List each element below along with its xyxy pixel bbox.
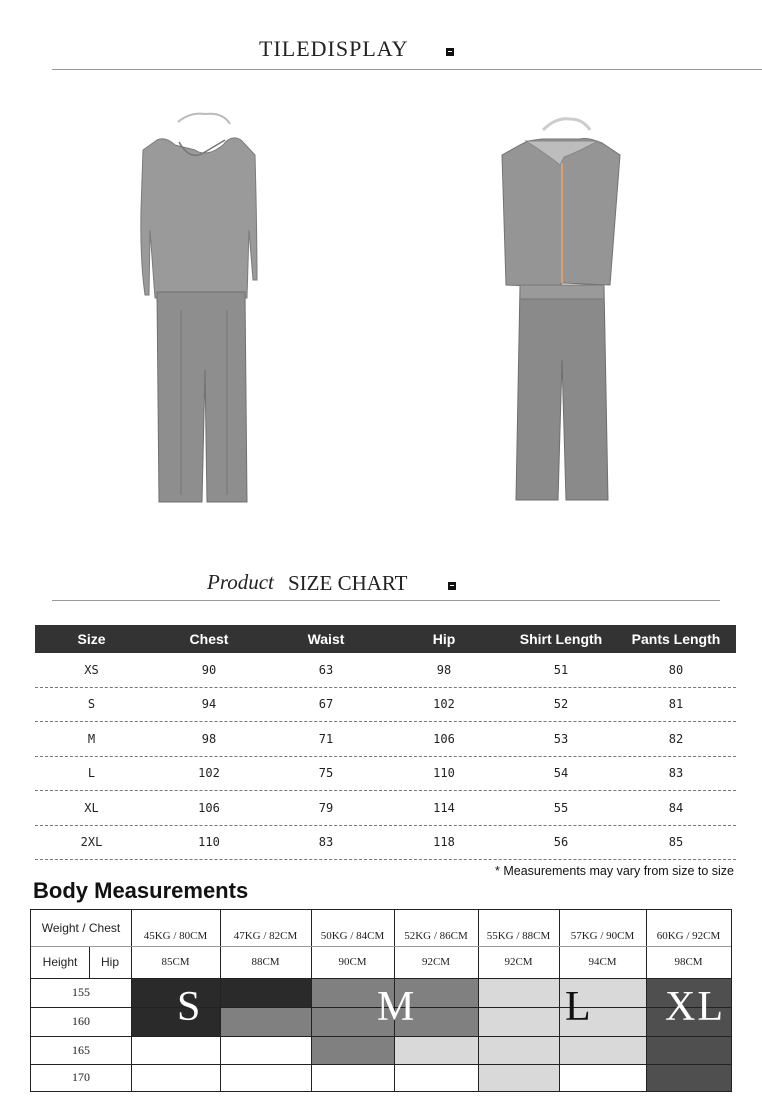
grid-line	[31, 1064, 731, 1065]
divider	[52, 600, 720, 601]
table-row	[35, 653, 736, 688]
square-bullet-icon	[448, 582, 456, 590]
table-cell: 85	[668, 835, 684, 850]
table-row	[35, 791, 736, 826]
table-cell: L	[87, 766, 96, 781]
hip-value: 94CM	[588, 956, 617, 968]
weight-chest-value: 60KG / 92CM	[656, 930, 721, 942]
column-header: Size	[77, 631, 106, 647]
size-label: S	[177, 984, 203, 1030]
hip-value: 92CM	[504, 956, 533, 968]
weight-chest-value: 47KG / 82CM	[233, 930, 298, 942]
table-cell: 52	[553, 697, 569, 712]
size-fill-cell	[478, 1007, 559, 1036]
divider	[52, 69, 762, 70]
table-cell: 106	[198, 800, 220, 815]
table-cell: M	[87, 731, 96, 746]
table-cell: XL	[84, 800, 99, 815]
table-cell: 51	[553, 662, 569, 677]
size-fill-cell	[646, 1064, 731, 1091]
hip-value: 88CM	[251, 956, 280, 968]
weight-chest-label: Weight / Chest	[41, 921, 121, 935]
size-fill-cell	[478, 1036, 559, 1064]
weight-chest-value: 52KG / 86CM	[404, 930, 468, 942]
table-cell: 2XL	[80, 835, 103, 850]
size-label: L	[565, 984, 593, 1030]
table-cell: 83	[318, 835, 334, 850]
size-fill-cell	[559, 1036, 646, 1064]
weight-chest-value: 57KG / 90CM	[570, 930, 635, 942]
size-chart-table	[35, 625, 736, 860]
table-row	[35, 688, 736, 723]
weight-chest-value: 45KG / 80CM	[143, 930, 208, 942]
table-cell: 110	[198, 835, 220, 850]
table-cell: S	[87, 697, 96, 712]
table-cell: 63	[318, 662, 334, 677]
size-label: M	[377, 984, 417, 1030]
size-chart-title: SIZE CHART	[288, 571, 408, 595]
table-cell: 118	[433, 835, 455, 850]
table-cell: 75	[318, 766, 334, 781]
height-value: 155	[72, 985, 90, 999]
size-fill-cell	[478, 1064, 559, 1091]
size-fill-cell	[646, 1036, 731, 1064]
hip-value: 92CM	[421, 956, 451, 968]
garment-back-image	[498, 115, 628, 505]
table-cell: 80	[668, 662, 684, 677]
table-row	[35, 722, 736, 757]
height-label: Height	[42, 955, 78, 969]
size-fill-cell	[131, 978, 220, 1007]
hip-label: Hip	[100, 955, 119, 969]
table-header	[35, 625, 736, 653]
size-fill-cell	[131, 1007, 220, 1036]
brand-header	[0, 30, 762, 80]
size-fill-cell	[220, 978, 311, 1007]
table-cell: 102	[198, 766, 220, 781]
grid-line	[89, 946, 90, 978]
size-fill-cell	[394, 1036, 478, 1064]
table-cell: 55	[553, 800, 569, 815]
table-cell: 90	[201, 662, 217, 677]
height-value: 160	[72, 1014, 90, 1028]
size-fill-cell	[311, 1036, 394, 1064]
brand-title: TILEDISPLAY	[259, 36, 409, 61]
grid-line	[31, 1036, 731, 1037]
size-fill-cell	[478, 978, 559, 1007]
table-cell: 110	[433, 766, 455, 781]
table-body	[35, 653, 736, 860]
hip-value: 98CM	[674, 956, 703, 968]
column-header: Pants Length	[631, 631, 721, 647]
grid-line	[31, 946, 731, 947]
garment-front-image	[135, 110, 265, 510]
table-cell: 102	[433, 697, 455, 712]
table-cell: 81	[668, 697, 684, 712]
square-bullet-icon	[446, 48, 454, 56]
table-cell: 67	[318, 697, 334, 712]
height-value: 170	[72, 1070, 90, 1084]
table-cell: 71	[318, 731, 334, 746]
table-cell: 114	[433, 800, 455, 815]
table-cell: 82	[668, 731, 684, 746]
column-header: Chest	[189, 631, 229, 647]
table-cell: 54	[553, 766, 569, 781]
table-cell: XS	[84, 662, 99, 677]
table-cell: 98	[436, 662, 452, 677]
table-cell: 56	[553, 835, 569, 850]
size-label: XL	[665, 984, 725, 1030]
column-header: Hip	[432, 631, 456, 647]
table-cell: 83	[668, 766, 684, 781]
grid-line	[31, 978, 731, 979]
column-header: Waist	[307, 631, 345, 647]
table-cell: 106	[433, 731, 455, 746]
body-measurements-title: Body Measurements	[33, 878, 249, 903]
table-cell: 98	[201, 731, 217, 746]
table-cell: 79	[318, 800, 334, 815]
table-cell: 84	[668, 800, 684, 815]
product-label: Product	[207, 570, 274, 594]
table-cell: 53	[553, 731, 569, 746]
weight-chest-value: 55KG / 88CM	[486, 930, 551, 942]
hip-value: 85CM	[161, 956, 190, 968]
hip-value: 90CM	[338, 956, 367, 968]
body-measurements-grid	[30, 909, 732, 1092]
measurement-note: * Measurements may vary from size to size	[495, 864, 734, 878]
column-header: Shirt Length	[519, 631, 603, 647]
weight-chest-value: 50KG / 84CM	[320, 930, 385, 942]
table-cell: 94	[201, 697, 217, 712]
table-row	[35, 757, 736, 792]
height-value: 165	[72, 1042, 90, 1057]
size-fill-cell	[220, 1007, 311, 1036]
table-row	[35, 826, 736, 861]
